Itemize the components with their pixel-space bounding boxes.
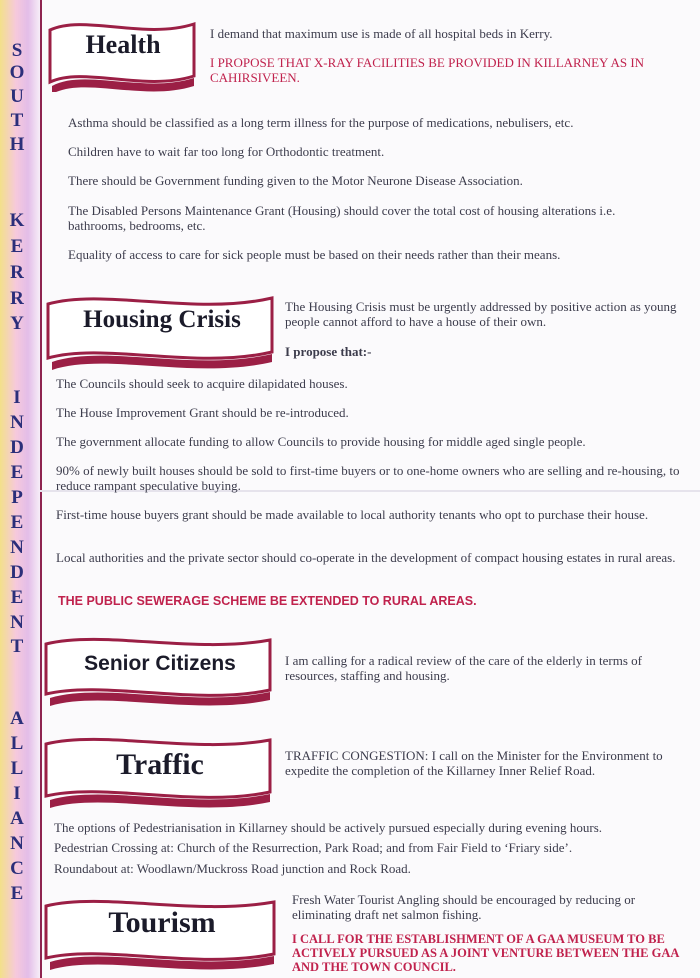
sidebar-letter: T — [10, 636, 24, 657]
sidebar-letter: N — [10, 833, 24, 854]
housing-item: The House Improvement Grant should be re-introduced. — [56, 405, 349, 420]
sidebar-letter: T — [10, 110, 24, 131]
sidebar-letter: I — [13, 387, 21, 408]
sidebar-letter: U — [10, 86, 24, 107]
sidebar-letter: O — [9, 62, 25, 83]
health-item: The Disabled Persons Maintenance Grant (Housing) should cover the total cost of housing alterations i.e. bathrooms, bedrooms, etc. — [68, 203, 616, 233]
sidebar-letter: E — [10, 512, 24, 533]
health-item: Equality of access to care for sick people must be based on their needs rather than their means. — [68, 247, 561, 262]
sidebar-letter: N — [10, 412, 24, 433]
housing-intro: The Housing Crisis must be urgently addressed by positive action as young people cannot afford to have a house of their own. — [285, 299, 677, 329]
sidebar-letter: A — [10, 708, 24, 729]
traffic-item: Pedestrian Crossing at: Church of the Resurrection, Park Road; and from Fair Field to ‘Friary side’. — [54, 840, 573, 855]
housing-banner — [44, 286, 280, 370]
health-title: Health — [85, 30, 161, 59]
sidebar-letter: L — [10, 758, 24, 779]
traffic-item: Roundabout at: Woodlawn/Muckross Road junction and Rock Road. — [54, 861, 411, 876]
sidebar-letter: H — [9, 134, 25, 155]
housing-item: 90% of newly built houses should be sold to first-time buyers or to one-home owners who are selling and re-housing, to reduce rampant speculative buying. — [56, 463, 680, 493]
senior-banner — [44, 630, 276, 706]
sidebar-letter: E — [10, 462, 24, 483]
traffic-item: The options of Pedestrianisation in Killarney should be actively pursued especially during evening hours. — [54, 820, 603, 835]
sidebar-letter: K — [9, 210, 25, 231]
sidebar-letter: Y — [10, 313, 24, 334]
housing-sewerage: THE PUBLIC SEWERAGE SCHEME BE EXTENDED TO RURAL AREAS. — [58, 594, 477, 608]
sidebar-letter: N — [10, 612, 24, 633]
sidebar-letter: R — [10, 288, 24, 309]
housing-title: Housing Crisis — [83, 306, 241, 333]
tourism-title: Tourism — [108, 906, 216, 939]
tourism-museum: I CALL FOR THE ESTABLISHMENT OF A GAA MUSEUM TO BE ACTIVELY PURSUED AS A JOINT VENTURE BETWEEN THE GAA AND THE TOWN COUNCIL. — [292, 932, 679, 974]
housing-item: The government allocate funding to allow Councils to provide housing for middle aged single people. — [56, 434, 586, 449]
sidebar-letter: C — [10, 858, 24, 879]
sidebar-letter: L — [10, 733, 24, 754]
sidebar-letter: E — [10, 236, 24, 257]
sidebar-letter: I — [13, 783, 21, 804]
senior-text: I am calling for a radical review of the care of the elderly in terms of resources, staffing and housing. — [285, 653, 642, 683]
sidebar-letter: D — [10, 437, 24, 458]
housing-item: Local authorities and the private sector should co-operate in the development of compact housing estates in rural areas. — [56, 550, 676, 565]
sidebar-letter: A — [10, 808, 24, 829]
traffic-title: Traffic — [116, 748, 204, 781]
health-item: Children have to wait far too long for Orthodontic treatment. — [68, 144, 385, 159]
health-item: Asthma should be classified as a long term illness for the purpose of medications, nebulisers, etc. — [68, 115, 574, 130]
housing-item: The Councils should seek to acquire dilapidated houses. — [56, 376, 348, 391]
traffic-banner — [44, 728, 276, 808]
traffic-text: TRAFFIC CONGESTION: I call on the Minister for the Environment to expedite the completion of the Killarney Inner Relief Road. — [285, 748, 663, 778]
health-proposal: I PROPOSE THAT X-RAY FACILITIES BE PROVIDED IN KILLARNEY AS IN CAHIRSIVEEN. — [210, 55, 645, 85]
senior-title: Senior Citizens — [84, 652, 236, 675]
housing-item: First-time house buyers grant should be made available to local authority tenants who opt to purchase their house. — [56, 507, 649, 522]
sidebar-letter: R — [10, 262, 24, 283]
health-intro: I demand that maximum use is made of all hospital beds in Kerry. — [210, 26, 553, 41]
tourism-banner — [44, 890, 280, 970]
sidebar-letter: E — [10, 883, 24, 904]
sidebar-stripe — [0, 0, 42, 978]
tourism-text: Fresh Water Tourist Angling should be encouraged by reducing or eliminating draft net salmon fishing. — [292, 892, 636, 922]
sidebar-letter: N — [10, 537, 24, 558]
housing-propose: I propose that:- — [285, 344, 372, 359]
health-item: There should be Government funding given to the Motor Neurone Disease Association. — [68, 173, 523, 188]
sidebar-letter: E — [10, 587, 24, 608]
sidebar-letter: D — [10, 562, 24, 583]
health-banner — [44, 12, 202, 92]
sidebar-letter: P — [11, 487, 23, 508]
sidebar-letter: S — [11, 40, 23, 61]
